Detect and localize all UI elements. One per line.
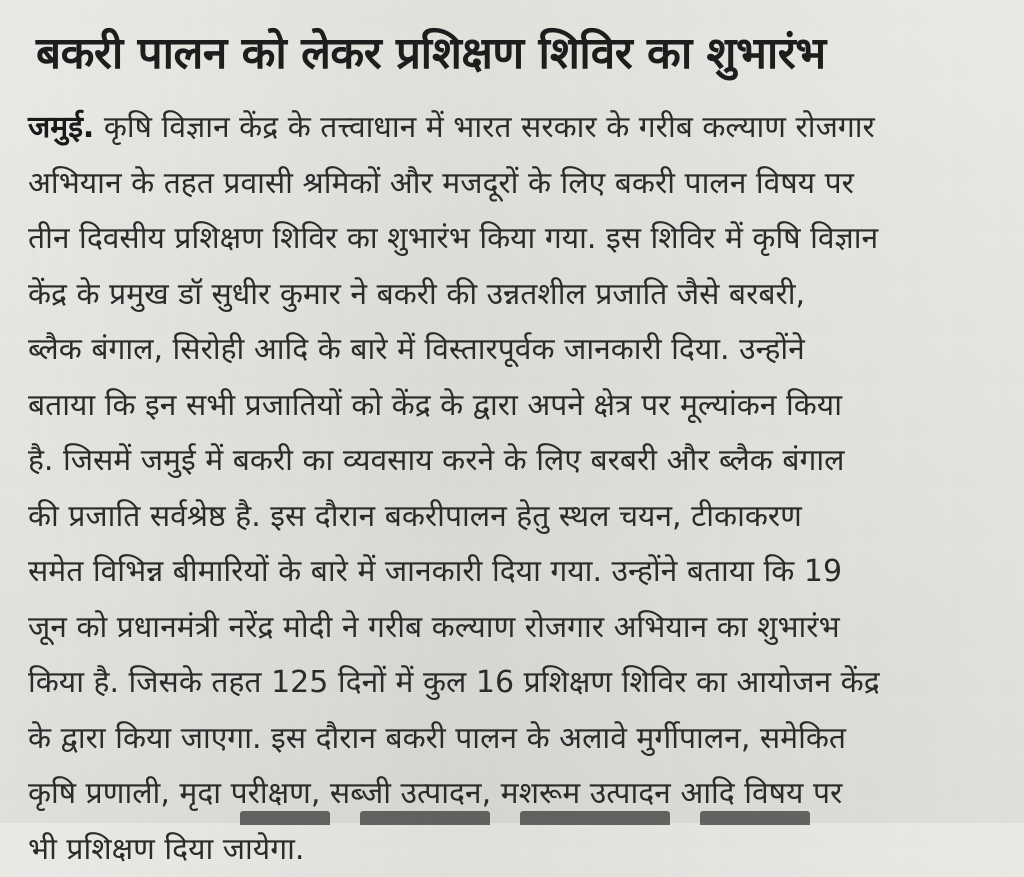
- article-line-8: की प्रजाति सर्वश्रेष्ठ है. इस दौरान बकरीपालन हेतु स्थल चयन, टीकाकरण: [28, 489, 1018, 545]
- article-line-12: के द्वारा किया जाएगा. इस दौरान बकरी पालन के अलावे मुर्गीपालन, समेकित: [28, 711, 1018, 767]
- article-line-4: केंद्र के प्रमुख डॉ सुधीर कुमार ने बकरी की उन्नतशील प्रजाति जैसे बरबरी,: [28, 267, 1018, 323]
- next-headline-cutoff: [0, 803, 1024, 823]
- article-line-3: तीन दिवसीय प्रशिक्षण शिविर का शुभारंभ किया गया. इस शिविर में कृषि विज्ञान: [28, 211, 1018, 267]
- article-line-1: [28, 100, 1018, 156]
- article-line-5: ब्लैक बंगाल, सिरोही आदि के बारे में विस्तारपूर्वक जानकारी दिया. उन्होंने: [28, 322, 1018, 378]
- article-line-10: जून को प्रधानमंत्री नरेंद्र मोदी ने गरीब कल्याण रोजगार अभियान का शुभारंभ: [28, 600, 1018, 656]
- dateline: जमुई.: [28, 110, 94, 145]
- article-line-9: समेत विभिन्न बीमारियों के बारे में जानकारी दिया गया. उन्होंने बताया कि 19: [28, 544, 1018, 600]
- article-body: [28, 100, 1018, 877]
- article-line-1-text: कृषि विज्ञान केंद्र के तत्त्वाधान में भारत सरकार के गरीब कल्याण रोजगार: [94, 110, 874, 145]
- article-line-14: भी प्रशिक्षण दिया जायेगा.: [28, 822, 1018, 877]
- article-line-13: कृषि प्रणाली, मृदा परीक्षण, सब्जी उत्पादन, मशरूम उत्पादन आदि विषय पर: [28, 766, 1018, 822]
- article-line-6: बताया कि इन सभी प्रजातियों को केंद्र के द्वारा अपने क्षेत्र पर मूल्यांकन किया: [28, 378, 1018, 434]
- article-line-7: है. जिसमें जमुई में बकरी का व्यवसाय करने के लिए बरबरी और ब्लैक बंगाल: [28, 433, 1018, 489]
- article-line-11: किया है. जिसके तहत 125 दिनों में कुल 16 प्रशिक्षण शिविर का आयोजन केंद्र: [28, 655, 1018, 711]
- article-headline: बकरी पालन को लेकर प्रशिक्षण शिविर का शुभारंभ: [36, 14, 996, 94]
- article-line-2: अभियान के तहत प्रवासी श्रमिकों और मजदूरों के लिए बकरी पालन विषय पर: [28, 156, 1018, 212]
